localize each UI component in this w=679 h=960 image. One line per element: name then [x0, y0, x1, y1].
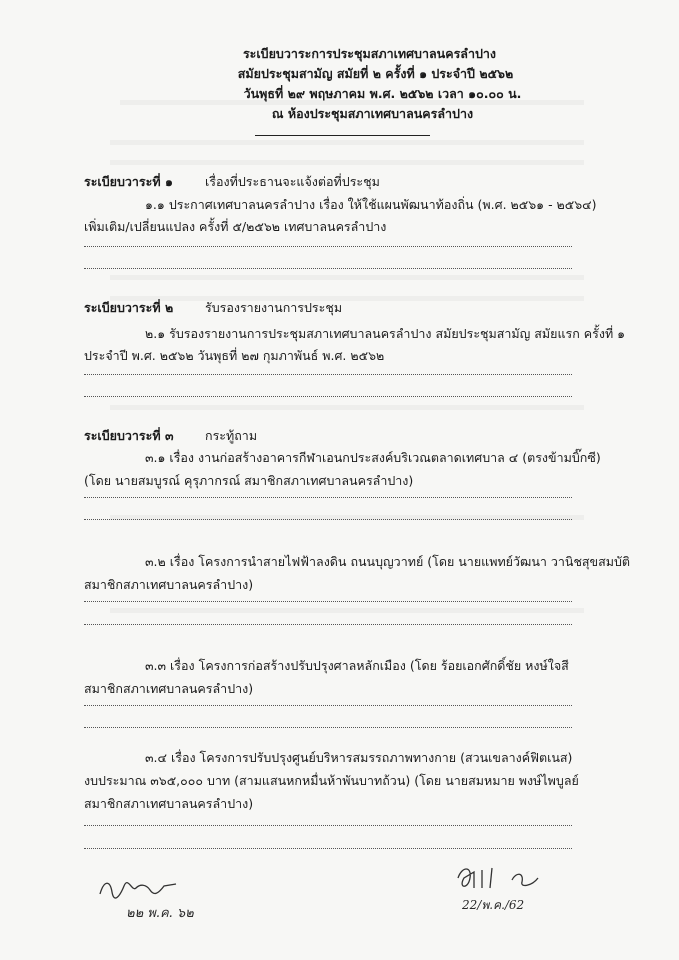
dotted-note-line [84, 848, 572, 849]
agenda-3-item-4-line-1: ๓.๔ เรื่อง โครงการปรับปรุงศูนย์บริหารสมรรถภาพทางกาย (สวนเขลางค์ฟิตเนส) [145, 750, 573, 765]
bleed-through-mark [110, 296, 584, 301]
dotted-note-line [84, 825, 572, 826]
agenda-1-item-1-line-2: เพิ่มเติม/เปลี่ยนแปลง ครั้งที่ ๕/๒๕๖๒ เทศบาลนครลำปาง [84, 219, 387, 234]
header-venue: ณ ห้องประชุมสภาเทศบาลนครลำปาง [271, 106, 474, 121]
agenda-3-item-1-line-2: (โดย นายสมบูรณ์ คุรุภากรณ์ สมาชิกสภาเทศบาลนครลำปาง) [84, 473, 414, 488]
left-signature-scribble [96, 874, 186, 904]
agenda-2-item-1-line-2: ประจำปี พ.ศ. ๒๕๖๒ วันพุธที่ ๒๗ กุมภาพันธ์ พ.ศ. ๒๕๖๒ [84, 348, 385, 363]
agenda-3-item-1-line-1: ๓.๑ เรื่อง งานก่อสร้างอาคารกีฬาเอนกประสงค์บริเวณตลาดเทศบาล ๔ (ตรงข้ามบิ๊กซี) [145, 450, 601, 465]
bleed-through-mark [110, 160, 584, 165]
left-handwritten-date: ๒๒ พ.ค. ๖๒ [126, 906, 194, 921]
bleed-through-mark [110, 405, 584, 410]
dotted-note-line [84, 705, 572, 706]
dotted-note-line [84, 374, 572, 375]
agenda-2-title: รับรองรายงานการประชุม [205, 300, 343, 315]
agenda-1-item-1-line-1: ๑.๑ ประกาศเทศบาลนครลำปาง เรื่อง ให้ใช้แผนพัฒนาท้องถิ่น (พ.ศ. ๒๕๖๑ - ๒๕๖๔) [145, 197, 597, 212]
agenda-3-item-2-line-2: สมาชิกสภาเทศบาลนครลำปาง) [84, 577, 254, 592]
dotted-note-line [84, 519, 572, 520]
agenda-3-label: ระเบียบวาระที่ ๓ [84, 428, 174, 443]
dotted-note-line [84, 601, 572, 602]
dotted-note-line [84, 727, 572, 728]
dotted-note-line [84, 268, 572, 269]
right-signature-scribble [452, 862, 562, 896]
bleed-through-mark [110, 140, 584, 145]
bleed-through-mark [110, 608, 584, 613]
right-handwritten-date: 22/พ.ค./62 [462, 898, 525, 912]
agenda-3-item-2-line-1: ๓.๒ เรื่อง โครงการนำสายไฟฟ้าลงดิน ถนนบุญวาทย์ (โดย นายแพทย์วัฒนา วานิชสุขสมบัติ [145, 554, 631, 569]
header-title: ระเบียบวาระการประชุมสภาเทศบาลนครลำปาง [242, 46, 497, 61]
dotted-note-line [84, 497, 572, 498]
agenda-2-item-1-line-1: ๒.๑ รับรองรายงานการประชุมสภาเทศบาลนครลำปาง สมัยประชุมสามัญ สมัยแรก ครั้งที่ ๑ [145, 326, 626, 341]
agenda-3-item-4-line-2: งบประมาณ ๓๖๕,๐๐๐ บาท (สามแสนหกหมื่นห้าพันบาทถ้วน) (โดย นายสมหมาย พงษ์ไพบูลย์ [84, 773, 579, 788]
agenda-2-label: ระเบียบวาระที่ ๒ [84, 300, 174, 315]
agenda-3-title: กระทู้ถาม [205, 428, 258, 443]
dotted-note-line [84, 624, 572, 625]
header-underline [255, 135, 430, 136]
agenda-3-item-3-line-1: ๓.๓ เรื่อง โครงการก่อสร้างปรับปรุงศาลหลักเมือง (โดย ร้อยเอกศักดิ์ชัย หงษ์ใจสี [145, 658, 569, 673]
agenda-1-label: ระเบียบวาระที่ ๑ [84, 174, 173, 189]
document-header [0, 44, 679, 124]
agenda-3-item-4-line-3: สมาชิกสภาเทศบาลนครลำปาง) [84, 796, 254, 811]
dotted-note-line [84, 246, 572, 247]
header-session: สมัยประชุมสามัญ สมัยที่ ๒ ครั้งที่ ๑ ประจำปี ๒๕๖๒ [237, 66, 514, 81]
dotted-note-line [84, 396, 572, 397]
header-date-time: วันพุธที่ ๒๙ พฤษภาคม พ.ศ. ๒๕๖๒ เวลา ๑๐.๐๐ น. [243, 86, 522, 101]
agenda-3-item-3-line-2: สมาชิกสภาเทศบาลนครลำปาง) [84, 681, 254, 696]
agenda-1-title: เรื่องที่ประธานจะแจ้งต่อที่ประชุม [205, 174, 380, 189]
bleed-through-mark [110, 275, 584, 280]
